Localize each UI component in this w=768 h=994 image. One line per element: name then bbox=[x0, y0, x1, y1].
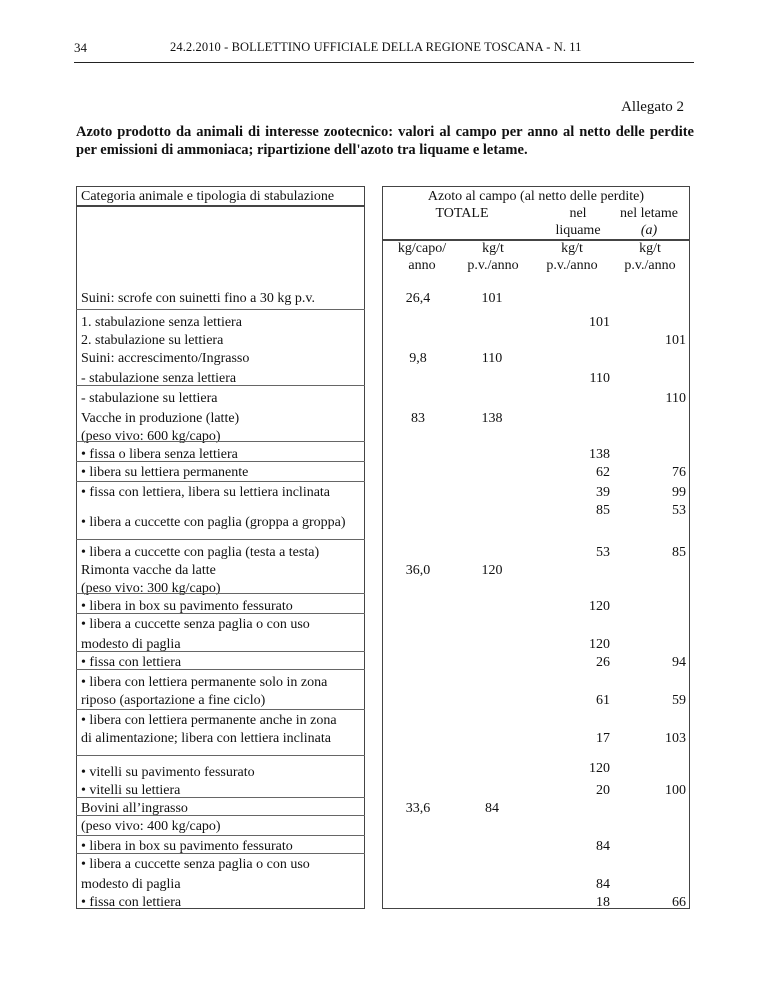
row-label: • libera in box su pavimento fessurato bbox=[81, 839, 293, 854]
row-label: • vitelli su lettiera bbox=[81, 783, 181, 798]
row-divider bbox=[76, 815, 365, 816]
row-label: • libera su lettiera permanente bbox=[81, 465, 249, 480]
row-label: - stabulazione su lettiera bbox=[81, 391, 218, 406]
unit-letame-2: p.v./anno bbox=[624, 258, 676, 273]
row-label: • fissa con lettiera, libera su lettiera inclinata bbox=[81, 485, 331, 500]
cell-letame: 99 bbox=[672, 485, 686, 500]
row-divider bbox=[76, 651, 365, 652]
unit-liquame-1: kg/t bbox=[561, 241, 583, 256]
cell-letame: 85 bbox=[672, 545, 686, 560]
cell-kg-t: 138 bbox=[481, 411, 503, 426]
cell-letame: 53 bbox=[672, 503, 686, 518]
row-label: • libera a cuccette senza paglia o con uso bbox=[81, 617, 310, 632]
row-label: - stabulazione senza lettiera bbox=[81, 371, 237, 386]
totale-header: TOTALE bbox=[435, 206, 489, 221]
row-label: • fissa con lettiera bbox=[81, 655, 182, 670]
row-divider bbox=[76, 669, 365, 670]
row-label: (peso vivo: 600 kg/capo) bbox=[81, 429, 221, 444]
cell-liquame: 26 bbox=[596, 655, 610, 670]
cell-liquame: 85 bbox=[596, 503, 610, 518]
row-divider bbox=[76, 613, 365, 614]
row-divider bbox=[76, 755, 365, 756]
cell-liquame: 18 bbox=[596, 895, 610, 910]
cell-liquame: 84 bbox=[596, 877, 610, 892]
cell-kg-t: 84 bbox=[485, 801, 499, 816]
row-label: Rimonta vacche da latte bbox=[81, 563, 216, 578]
row-divider bbox=[76, 461, 365, 462]
cell-letame: 101 bbox=[665, 333, 686, 348]
row-label: Vacche in produzione (latte) bbox=[81, 411, 240, 426]
nel-liquame-header-2: liquame bbox=[555, 223, 601, 238]
row-label: di alimentazione; libera con lettiera inclinata bbox=[81, 731, 331, 746]
document-title: Azoto prodotto da animali di interesse zootecnico: valori al campo per anno al netto delle perdite per emissioni di ammoniaca; ripartizione dell'azoto tra liquame e letame. bbox=[76, 124, 694, 158]
unit-liquame-2: p.v./anno bbox=[546, 258, 598, 273]
row-label: Suini: scrofe con suinetti fino a 30 kg p.v. bbox=[81, 291, 315, 306]
nitrogen-group-header: Azoto al campo (al netto delle perdite) bbox=[427, 189, 645, 204]
unit-kg-capo-2: anno bbox=[408, 258, 436, 273]
nel-letame-note: (a) bbox=[640, 223, 658, 238]
row-divider bbox=[76, 797, 365, 798]
cell-letame: 94 bbox=[672, 655, 686, 670]
row-label: • libera a cuccette con paglia (groppa a groppa) bbox=[81, 515, 346, 530]
row-label: • vitelli su pavimento fessurato bbox=[81, 765, 255, 780]
category-header: Categoria animale e tipologia di stabulazione bbox=[81, 189, 335, 204]
row-label: • libera a cuccette senza paglia o con uso bbox=[81, 857, 310, 872]
row-divider bbox=[76, 441, 365, 442]
row-divider bbox=[76, 835, 365, 836]
cell-kg-t: 120 bbox=[481, 563, 503, 578]
page-number: 34 bbox=[74, 40, 87, 55]
row-label: Bovini all’ingrasso bbox=[81, 801, 188, 816]
row-divider bbox=[76, 539, 365, 540]
row-label: Suini: accrescimento/Ingrasso bbox=[81, 351, 250, 366]
unit-kg-capo-1: kg/capo/ bbox=[397, 241, 447, 256]
cell-letame: 100 bbox=[665, 783, 686, 798]
unit-kg-t-1: kg/t bbox=[482, 241, 504, 256]
row-divider bbox=[76, 593, 365, 594]
cell-letame: 76 bbox=[672, 465, 686, 480]
row-label: • libera in box su pavimento fessurato bbox=[81, 599, 293, 614]
cell-kg-t: 101 bbox=[481, 291, 503, 306]
cell-kg-capo: 9,8 bbox=[409, 351, 427, 366]
cell-liquame: 62 bbox=[596, 465, 610, 480]
annex-label: Allegato 2 bbox=[621, 99, 684, 115]
row-label: 1. stabulazione senza lettiera bbox=[81, 315, 242, 330]
header-rule bbox=[74, 62, 694, 63]
cell-kg-capo: 26,4 bbox=[405, 291, 431, 306]
cell-letame: 110 bbox=[665, 391, 686, 406]
cell-liquame: 53 bbox=[596, 545, 610, 560]
cell-liquame: 17 bbox=[596, 731, 610, 746]
cell-liquame: 120 bbox=[589, 637, 610, 652]
cell-liquame: 138 bbox=[589, 447, 610, 462]
row-label: • fissa con lettiera bbox=[81, 895, 182, 910]
row-label: (peso vivo: 300 kg/capo) bbox=[81, 581, 221, 596]
row-divider bbox=[76, 709, 365, 710]
cell-kg-capo: 33,6 bbox=[405, 801, 431, 816]
cell-liquame: 39 bbox=[596, 485, 610, 500]
cell-kg-capo: 36,0 bbox=[405, 563, 431, 578]
row-label: • libera con lettiera permanente solo in zona bbox=[81, 675, 328, 690]
row-label: • libera con lettiera permanente anche in zona bbox=[81, 713, 337, 728]
nel-letame-header: nel letame bbox=[620, 206, 678, 221]
row-label: • libera a cuccette con paglia (testa a testa) bbox=[81, 545, 320, 560]
row-divider bbox=[76, 385, 365, 386]
row-label: riposo (asportazione a fine ciclo) bbox=[81, 693, 266, 708]
cell-kg-capo: 83 bbox=[411, 411, 425, 426]
row-label: 2. stabulazione su lettiera bbox=[81, 333, 224, 348]
nel-liquame-header-1: nel bbox=[569, 206, 587, 221]
row-label: • fissa o libera senza lettiera bbox=[81, 447, 238, 462]
cell-kg-t: 110 bbox=[481, 351, 503, 366]
row-divider bbox=[76, 853, 365, 854]
cell-liquame: 101 bbox=[589, 315, 610, 330]
cell-liquame: 110 bbox=[589, 371, 610, 386]
row-label: modesto di paglia bbox=[81, 877, 181, 892]
cell-liquame: 120 bbox=[589, 599, 610, 614]
cell-letame: 59 bbox=[672, 693, 686, 708]
cell-liquame: 84 bbox=[596, 839, 610, 854]
cell-letame: 66 bbox=[672, 895, 686, 910]
unit-kg-t-2: p.v./anno bbox=[467, 258, 519, 273]
row-label: (peso vivo: 400 kg/capo) bbox=[81, 819, 221, 834]
row-label: modesto di paglia bbox=[81, 637, 181, 652]
row-divider bbox=[76, 309, 365, 310]
cell-letame: 103 bbox=[665, 731, 686, 746]
cell-liquame: 61 bbox=[596, 693, 610, 708]
cell-liquame: 120 bbox=[589, 761, 610, 776]
row-divider bbox=[76, 481, 365, 482]
cell-liquame: 20 bbox=[596, 783, 610, 798]
unit-letame-1: kg/t bbox=[639, 241, 661, 256]
running-header: 24.2.2010 - BOLLETTINO UFFICIALE DELLA REGIONE TOSCANA - N. 11 bbox=[170, 40, 582, 54]
